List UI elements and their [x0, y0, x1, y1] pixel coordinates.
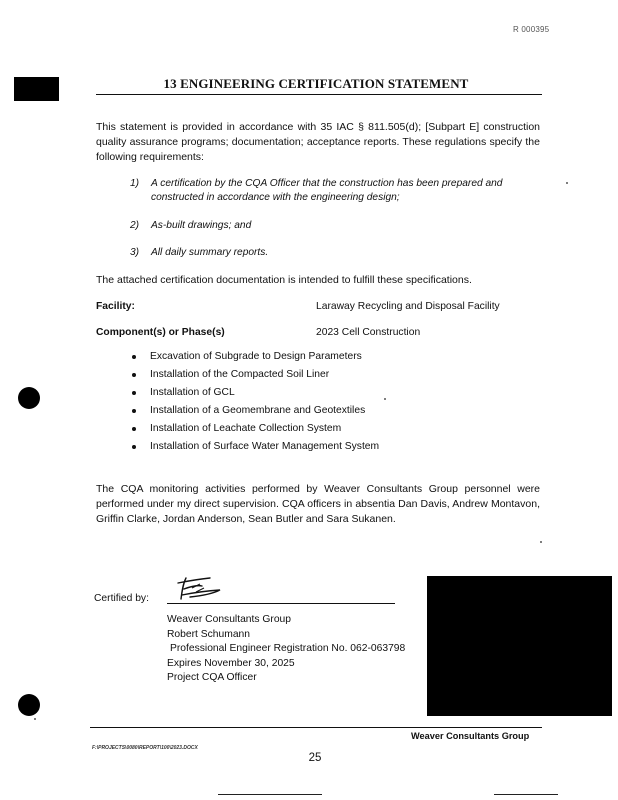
certifier-expiration: Expires November 30, 2025: [167, 657, 295, 669]
list-item-text: Installation of Leachate Collection System: [150, 423, 342, 434]
section-tab-marker: [14, 77, 59, 101]
list-item: [132, 385, 379, 403]
requirement-text: As-built drawings; and: [151, 220, 252, 231]
binder-hole-icon: [18, 387, 40, 409]
component-value: 2023 Cell Construction: [316, 327, 421, 338]
scan-speck: [566, 182, 568, 184]
footer-rule: [90, 727, 542, 728]
list-item-text: Excavation of Subgrade to Design Parameters: [150, 351, 362, 362]
redaction-block: [427, 576, 612, 716]
signature-icon: [170, 575, 250, 605]
list-item-text: Installation of a Geomembrane and Geotextiles: [150, 405, 366, 416]
components-list: [132, 349, 379, 457]
requirement-number: 3): [130, 247, 140, 258]
intro-paragraph: This statement is provided in accordance with 35 IAC § 811.505(d); [Subpart E] construction quality assurance programs; documentation; acceptance reports. These regulations specify the following requirements:: [96, 121, 540, 164]
bullet-icon: [132, 409, 136, 413]
list-item-text: Installation of Surface Water Management System: [150, 441, 380, 452]
list-item: [132, 439, 379, 457]
list-item: [132, 403, 379, 421]
bottom-rule: [218, 794, 322, 795]
binder-hole-icon: [18, 694, 40, 716]
requirement-number: 2): [130, 220, 140, 231]
bullet-icon: [132, 427, 136, 431]
list-item: [132, 349, 379, 367]
scan-speck: [540, 541, 542, 543]
signature-line: [167, 603, 395, 604]
attached-statement: The attached certification documentation is intended to fulfill these specifications.: [96, 274, 472, 286]
certifier-block: [167, 613, 405, 686]
footer-file-path: F:\PROJECTS\0080\REPORT\100\2023.DOCX: [92, 745, 198, 751]
certifier-company: Weaver Consultants Group: [167, 614, 292, 625]
facility-label: Facility:: [96, 301, 135, 312]
bullet-icon: [132, 445, 136, 449]
list-item: [132, 367, 379, 385]
bullet-icon: [132, 373, 136, 377]
page-number: 25: [308, 752, 322, 764]
list-item: [132, 421, 379, 439]
bullet-icon: [132, 391, 136, 395]
scan-speck: [384, 398, 386, 400]
list-item-text: Installation of the Compacted Soil Liner: [150, 369, 330, 380]
component-label: Component(s) or Phase(s): [96, 327, 225, 338]
requirement-item: [130, 177, 542, 206]
list-item-text: Installation of GCL: [150, 387, 235, 398]
requirement-item: [130, 219, 542, 233]
bullet-icon: [132, 355, 136, 359]
requirement-number: 1): [130, 178, 140, 189]
certified-by-label: Certified by:: [94, 593, 149, 604]
title-underline: [96, 94, 542, 95]
certifier-registration: Professional Engineer Registration No. 062-063798: [170, 643, 406, 655]
scan-speck: [34, 718, 36, 720]
requirement-text: A certification by the CQA Officer that the construction has been prepared and constructed in accordance with the engineering design;: [151, 178, 503, 204]
bates-number: R 000395: [513, 25, 550, 34]
certifier-name: Robert Schumann: [167, 628, 250, 640]
footer-company: Weaver Consultants Group: [411, 731, 530, 741]
section-title: 13 ENGINEERING CERTIFICATION STATEMENT: [163, 76, 469, 91]
bottom-rule: [494, 794, 558, 795]
requirement-text: All daily summary reports.: [151, 247, 269, 258]
supervision-paragraph: The CQA monitoring activities performed by Weaver Consultants Group personnel were performed under my direct supervision. CQA officers in absentia Dan Davis, Andrew Montavon, Griffin Clarke, Jordan Anderson, Sean Butler and Sara Sukanen.: [96, 483, 540, 526]
requirement-item: [130, 246, 542, 260]
facility-value: Laraway Recycling and Disposal Facility: [316, 301, 500, 312]
certifier-role: Project CQA Officer: [167, 672, 257, 684]
